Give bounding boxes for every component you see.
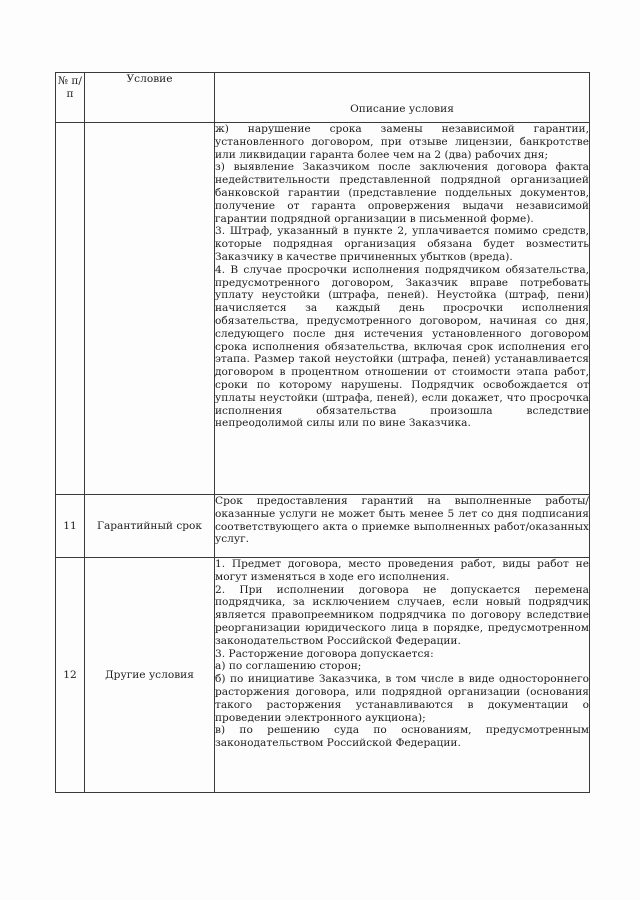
description-paragraph: Срок предоставления гарантий на выполненные работы/оказанные услуги не может быть менее 5 лет со дня подписания соответствующего акта о приемке выполненных работ/оказанных услуг. — [215, 495, 589, 546]
description-paragraph: з) выявление Заказчиком после заключения договора факта недействительности представленной подрядной организацией банковской гарантии (представление поддельных документов, получение от гаранта опровержения выдачи независимой гарантии подрядной организации в письменной форме). — [215, 161, 589, 225]
row-num — [56, 123, 85, 495]
description-paragraph: в) по решению суда по основаниям, предусмотренным законодательством Российской Федерации. — [215, 724, 589, 750]
description-paragraph: ж) нарушение срока замены независимой гарантии, установленного договором, при отзыве лицензии, банкротстве или ликвидации гаранта более чем на 2 (два) рабочих дня; — [215, 123, 589, 161]
row-num: 11 — [56, 495, 85, 558]
conditions-table — [55, 72, 590, 793]
row-num: 12 — [56, 558, 85, 793]
description-paragraph: 3. Штраф, указанный в пункте 2, уплачивается помимо средств, которые подрядная организация обязана будет возместить Заказчику в качестве причиненных убытков (вреда). — [215, 225, 589, 263]
row-description — [215, 495, 590, 558]
table-row — [56, 558, 590, 793]
description-paragraph: б) по инициативе Заказчика, в том числе в виде одностороннего расторжения договора, или подрядной организации (основания такого расторжения устанавливаются в документации о проведении электронного аукциона); — [215, 673, 589, 724]
table-header-row — [56, 73, 590, 123]
row-condition — [85, 123, 215, 495]
row-condition: Другие условия — [85, 558, 215, 793]
row-condition: Гарантийный срок — [85, 495, 215, 558]
description-paragraph: а) по соглашению сторон; — [215, 660, 362, 673]
table-row — [56, 123, 590, 495]
description-paragraph: 2. При исполнении договора не допускается перемена подрядчика, за исключением случаев, если новый подрядчик является правопреемником подрядчика по договору вследствие реорганизации юридического лица в порядке, предусмотренном законодательством Российской Федерации. — [215, 583, 589, 647]
row-description — [215, 558, 590, 793]
description-paragraph: 1. Предмет договора, место проведения работ, виды работ не могут изменяться в ходе его исполнения. — [215, 558, 589, 583]
table-row — [56, 495, 590, 558]
header-condition: Условие — [85, 73, 215, 123]
description-paragraph: 3. Расторжение договора допускается: — [215, 647, 434, 660]
row-description — [215, 123, 590, 495]
header-num: № п/п — [56, 73, 85, 123]
header-description: Описание условия — [215, 73, 590, 123]
description-paragraph: 4. В случае просрочки исполнения подрядчиком обязательства, предусмотренного договором, Заказчик вправе потребовать уплату неустойки (штрафа, пеней). Неустойка (штраф, пени) начисляется за каждый день просрочки исполнения обязательства, предусмотренного договором, начиная со дня, следующего после дня истечения установленного договором срока исполнения обязательства, включая срок исполнения его этапа. Размер такой неустойки (штрафа, пеней) устанавливается договором в процентном отношении от стоимости этапа работ, сроки по которому нарушены. Подрядчик освобождается от уплаты неустойки (штрафа, пеней), если докажет, что просрочка исполнения обязательства произошла вследствие непреодолимой силы или по вине Заказчика. — [215, 263, 589, 430]
